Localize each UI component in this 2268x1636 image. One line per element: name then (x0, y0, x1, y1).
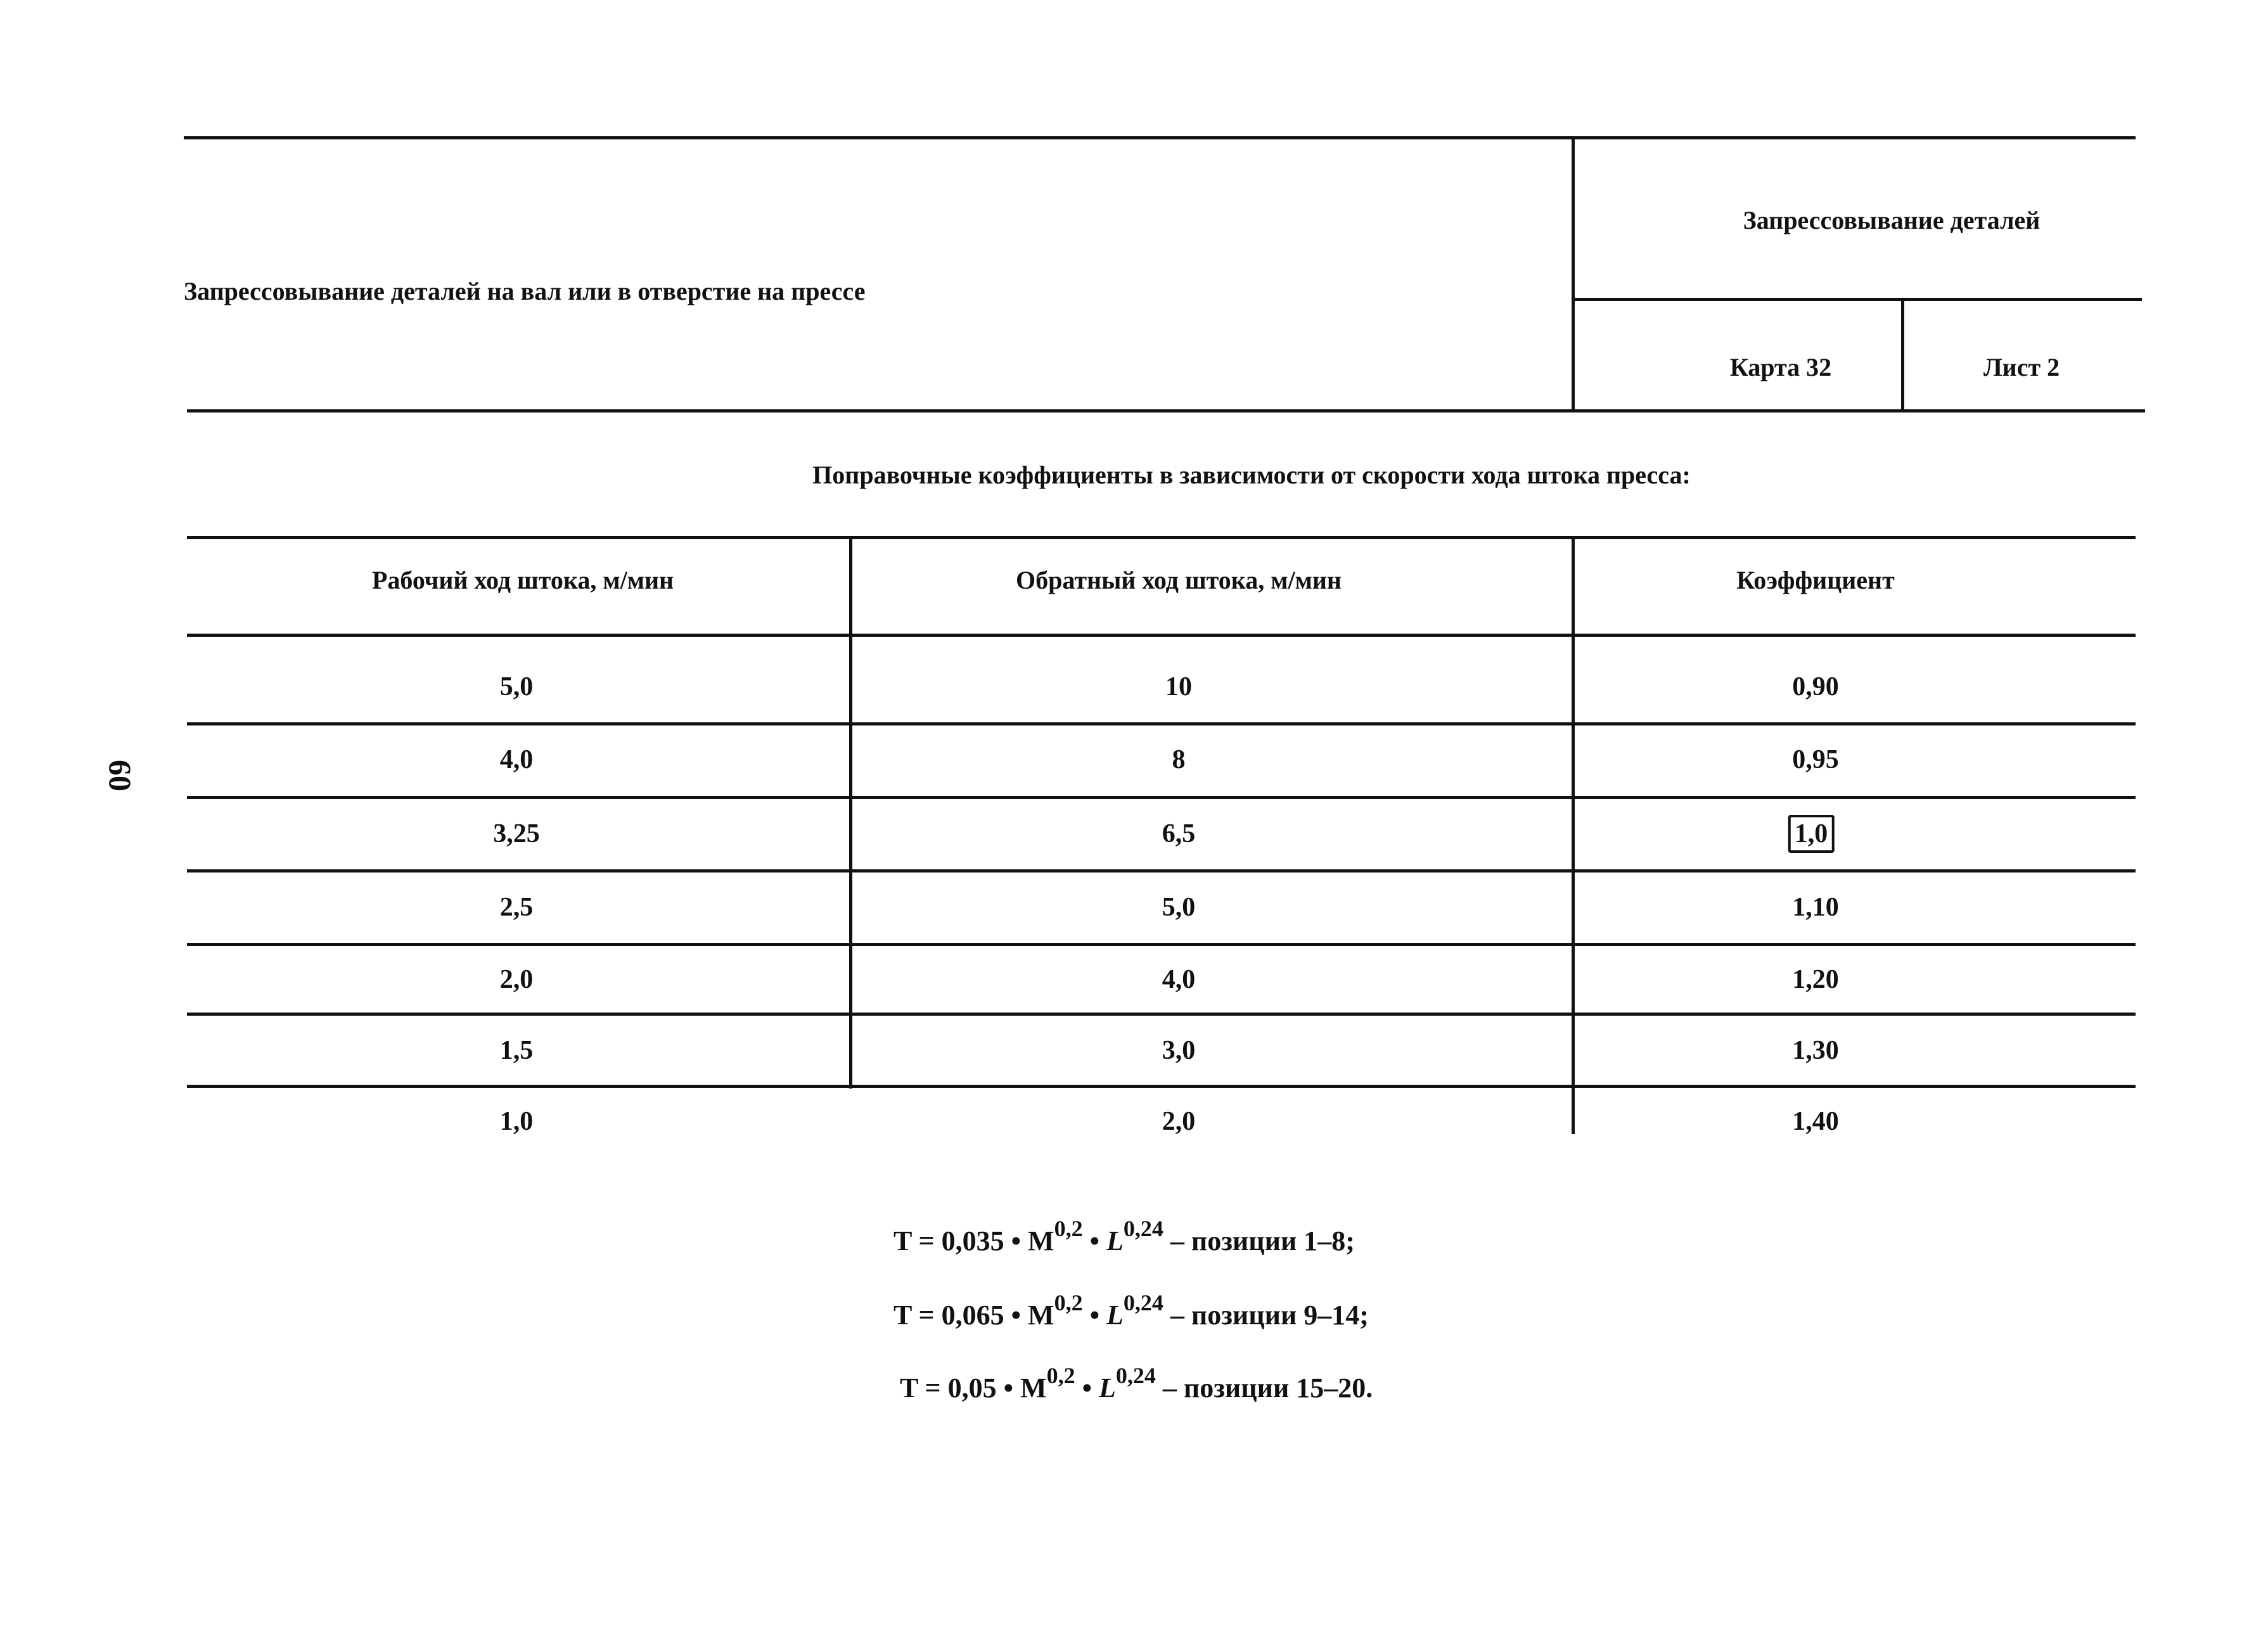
table-cell: 0,95 (1792, 745, 1839, 774)
table-cell: 0,90 (1792, 672, 1839, 701)
table-cell: 4,0 (499, 745, 534, 774)
formula-rhs: – позиции 1–8; (1163, 1225, 1355, 1256)
table-cell: 1,40 (1792, 1107, 1839, 1136)
table-cell: 4,0 (1162, 965, 1196, 994)
page-number: 60 (103, 760, 138, 791)
table-cell: 5,0 (499, 672, 534, 701)
header-top-rule (184, 136, 2136, 139)
formula-lhs: T = 0,035 • M (894, 1225, 1054, 1256)
column-header-return-stroke: Обратный ход штока, м/мин (1016, 566, 1342, 594)
formula-line (894, 1289, 1369, 1331)
table-cell: 2,0 (1162, 1107, 1196, 1136)
formula-variable: L (1106, 1225, 1124, 1256)
formula-exponent: 0,24 (1115, 1363, 1156, 1388)
header-bottom-rule (187, 409, 2145, 412)
formula-lhs: T = 0,05 • M (900, 1372, 1047, 1403)
header-card-divider (1901, 299, 1904, 412)
table-cell: 1,10 (1792, 893, 1839, 922)
formula-exponent: 0,24 (1123, 1216, 1163, 1241)
table-top-rule (187, 536, 2136, 539)
formula-exponent: 0,24 (1123, 1290, 1163, 1315)
table-cell: 5,0 (1162, 893, 1196, 922)
table-cell: 1,30 (1792, 1036, 1839, 1065)
table-caption: Поправочные коэффициенты в зависимости от скорости хода штока пресса: (812, 461, 1691, 489)
table-cell: 6,5 (1162, 819, 1196, 848)
formula-exponent: 0,2 (1046, 1363, 1075, 1388)
table-cell: 3,25 (493, 819, 540, 848)
table-cell: 1,20 (1792, 965, 1839, 994)
card-number: Карта 32 (1729, 353, 1832, 381)
formula-rhs: – позиции 15–20. (1155, 1372, 1373, 1403)
table-cell: 3,0 (1162, 1036, 1196, 1065)
sheet-number: Лист 2 (1983, 353, 2060, 381)
column-header-working-stroke: Рабочий ход штока, м/мин (371, 566, 674, 594)
table-cell-highlighted: 1,0 (1788, 815, 1835, 853)
table-row-rule (187, 943, 2136, 946)
formula-lhs: T = 0,065 • M (894, 1300, 1054, 1331)
table-row-rule (187, 1085, 2136, 1088)
formula-exponent: 0,2 (1054, 1290, 1083, 1315)
document-title: Запрессовывание деталей на вал или в отверстие на прессе (184, 277, 866, 305)
formula-operator: • (1082, 1300, 1106, 1331)
formula-operator: • (1075, 1372, 1099, 1403)
header-mid-rule (1572, 298, 2142, 301)
table-col-divider (849, 537, 852, 1089)
table-row-rule (187, 722, 2136, 725)
formula-operator: • (1082, 1225, 1106, 1256)
table-row-rule (187, 796, 2136, 799)
table-row-rule (187, 869, 2136, 872)
table-cell: 1,0 (499, 1107, 534, 1136)
formula-line (894, 1215, 1355, 1257)
column-header-coefficient: Коэффициент (1736, 566, 1895, 594)
formula-line (900, 1362, 1373, 1404)
formula-variable: L (1098, 1372, 1116, 1403)
table-cell: 10 (1165, 672, 1192, 701)
formula-variable: L (1106, 1300, 1124, 1331)
table-cell: 1,5 (499, 1036, 534, 1065)
formula-rhs: – позиции 9–14; (1163, 1300, 1369, 1331)
header-divider (1572, 139, 1575, 412)
table-cell: 2,0 (499, 965, 534, 994)
section-title: Запрессовывание деталей (1743, 206, 2041, 234)
table-header-rule (187, 634, 2136, 637)
table-row-rule (187, 1013, 2136, 1016)
table-cell: 8 (1172, 745, 1186, 774)
table-cell: 2,5 (499, 893, 534, 922)
table-col-divider (1572, 537, 1575, 1134)
formula-exponent: 0,2 (1054, 1216, 1083, 1241)
